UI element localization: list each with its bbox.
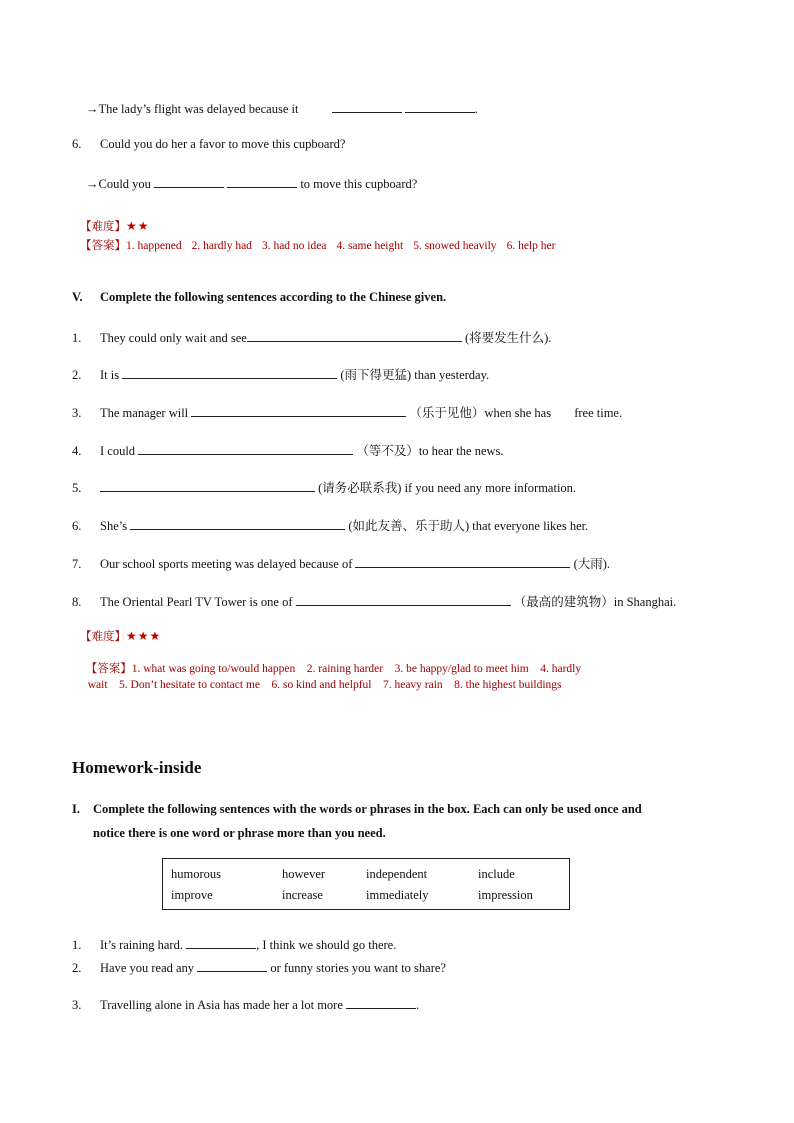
answer-blank[interactable]: [138, 442, 353, 455]
answer-blank[interactable]: [355, 555, 570, 568]
word-option: humorous: [171, 867, 221, 881]
question-text: It’s raining hard.: [100, 938, 183, 952]
answer-item: 2. hardly had: [191, 240, 252, 252]
question-number: 7.: [72, 557, 82, 571]
section-number: I.: [72, 802, 80, 816]
answer-blank[interactable]: [247, 329, 462, 342]
chinese-hint: (雨下得更猛) than yesterday.: [340, 368, 490, 382]
rewrite-line-b: [86, 175, 417, 192]
star-icon: ★★★: [126, 629, 162, 643]
answer-blank[interactable]: [122, 366, 337, 379]
question-text: Travelling alone in Asia has made her a lot more: [100, 998, 343, 1012]
chinese-hint: (大雨).: [573, 557, 611, 571]
question-text: , I think we should go there.: [256, 938, 397, 952]
chinese-hint: (如此友善、乐于助人) that everyone likes her.: [348, 519, 589, 533]
instruction-text: Complete the following sentences with the words or phrases in the box. Each can only be used once and: [93, 802, 642, 816]
question-2: [72, 365, 489, 383]
chinese-hint: （最高的建筑物）in Shanghai.: [513, 595, 677, 609]
question-6: [72, 137, 345, 152]
word-option: impression: [478, 888, 533, 902]
answer-blank[interactable]: [100, 479, 315, 492]
question-number: 6.: [72, 137, 82, 151]
answer-blank[interactable]: [296, 593, 511, 606]
answer-label: 【答案】: [85, 663, 132, 675]
word-box: [162, 858, 570, 910]
question-6-cn: [72, 516, 588, 534]
answer-item: 3. had no idea: [261, 240, 327, 252]
chinese-hint: （等不及）to hear the news.: [356, 444, 504, 458]
answer-item: 5. snowed heavily: [413, 240, 497, 252]
question-1: [72, 328, 551, 346]
section-v-title: [72, 290, 446, 305]
answer-blank[interactable]: [154, 175, 224, 188]
answer-text: wait 5. Don’t hesitate to contact me 6. so kind and helpful 7. heavy rain 8. the highest buildings: [87, 679, 562, 691]
answer-blank[interactable]: [227, 175, 297, 188]
question-5: [72, 478, 576, 496]
answer-blank[interactable]: [191, 404, 406, 417]
question-text: She’s: [100, 519, 128, 533]
question-number: 5.: [72, 481, 82, 495]
difficulty-label: 【难度】: [80, 631, 126, 643]
question-text: .: [416, 998, 420, 1012]
chinese-hint: （乐于见他）when she has: [409, 406, 552, 420]
answer-label: 【答案】: [80, 240, 126, 252]
difficulty-row: [80, 218, 150, 234]
question-8: [72, 592, 676, 610]
question-4: [72, 441, 504, 459]
answer-blank[interactable]: [186, 936, 256, 949]
homework-instruction-continued: notice there is one word or phrase more than you need.: [93, 826, 386, 840]
difficulty-label: 【难度】: [80, 221, 126, 233]
answer-row: [80, 237, 565, 253]
sentence-prefix: Could you: [98, 177, 151, 191]
answer-blank[interactable]: [197, 959, 267, 972]
answer-blank[interactable]: [405, 100, 475, 113]
word-option: increase: [282, 888, 323, 902]
answer-item: 4. same height: [336, 240, 404, 252]
question-number: 3.: [72, 406, 82, 420]
answer-row-continued: [82, 667, 562, 691]
arrow-icon: →: [86, 177, 99, 191]
question-text: They could only wait and see: [100, 331, 247, 345]
question-number: 1.: [72, 938, 82, 952]
question-text: The manager will: [100, 406, 189, 420]
word-option: independent: [366, 867, 428, 881]
sentence-prefix: The lady’s flight was delayed because it: [98, 102, 299, 116]
question-number: 2.: [72, 961, 82, 975]
question-number: 4.: [72, 444, 82, 458]
homework-question-3: [72, 996, 419, 1013]
difficulty-row: [80, 628, 161, 644]
question-text: I could: [100, 444, 136, 458]
answer-item: 6. help her: [506, 240, 556, 252]
question-7: [72, 554, 610, 572]
word-option: immediately: [366, 888, 429, 902]
question-text: The Oriental Pearl TV Tower is one of: [100, 595, 293, 609]
section-title-text: Complete the following sentences according to the Chinese given.: [100, 290, 447, 304]
answer-blank[interactable]: [130, 517, 345, 530]
question-number: 6.: [72, 519, 82, 533]
homework-question-1: [72, 936, 396, 953]
answer-text: 1. what was going to/would happen 2. raining harder 3. be happy/glad to meet him 4. hardly: [131, 663, 582, 675]
homework-instruction: [72, 802, 642, 817]
question-text: Have you read any: [100, 961, 195, 975]
question-3: [72, 403, 622, 421]
answer-blank[interactable]: [332, 100, 402, 113]
rewrite-line-a: [86, 100, 478, 117]
answer-blank[interactable]: [346, 996, 416, 1009]
star-icon: ★★: [126, 219, 150, 233]
word-option: however: [282, 867, 326, 881]
sentence-suffix: to move this cupboard?: [300, 177, 418, 191]
answer-item: 1. happened: [126, 240, 182, 252]
chinese-hint: (请务必联系我) if you need any more information.: [318, 481, 577, 495]
question-text: or funny stories you want to share?: [270, 961, 446, 975]
arrow-icon: →: [86, 102, 99, 116]
homework-question-2: [72, 959, 446, 976]
word-option: improve: [171, 888, 213, 902]
question-number: 2.: [72, 368, 82, 382]
question-number: 3.: [72, 998, 82, 1012]
question-text: It is: [100, 368, 120, 382]
question-number: 1.: [72, 331, 82, 345]
question-number: 8.: [72, 595, 82, 609]
question-text: Could you do her a favor to move this cupboard?: [100, 137, 346, 151]
section-number: V.: [72, 290, 83, 304]
sentence-suffix: .: [474, 102, 478, 116]
question-text: Our school sports meeting was delayed because of: [100, 557, 353, 571]
word-option: include: [478, 867, 515, 881]
question-tail: free time.: [574, 406, 623, 420]
homework-heading: Homework-inside: [72, 758, 202, 777]
chinese-hint: (将要发生什么).: [464, 331, 552, 345]
